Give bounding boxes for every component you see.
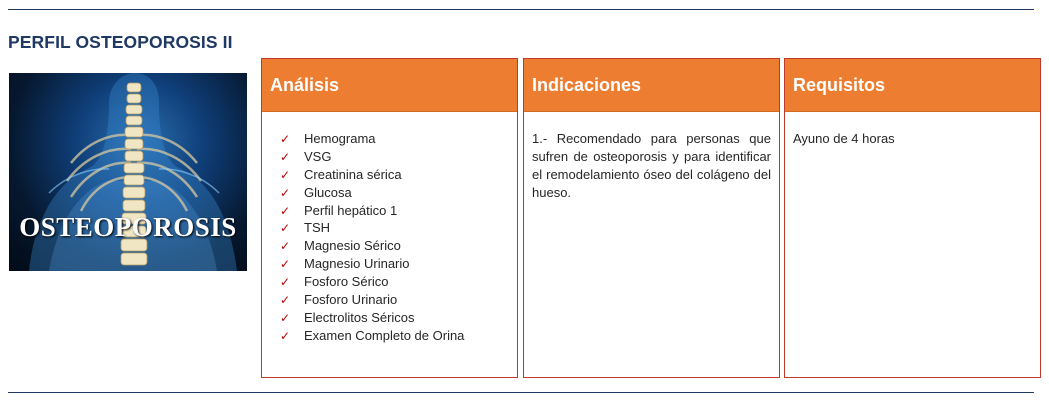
- list-item: ✓ Glucosa: [280, 184, 509, 202]
- check-icon: ✓: [280, 239, 291, 254]
- list-item: ✓ VSG: [280, 148, 509, 166]
- check-icon: ✓: [280, 132, 291, 146]
- check-icon: ✓: [280, 167, 291, 182]
- check-icon: ✓: [280, 185, 291, 200]
- check-icon: ✓: [280, 328, 291, 343]
- check-icon: ✓: [280, 257, 291, 272]
- requisitos-header: Requisitos: [785, 59, 1040, 112]
- check-icon: ✓: [280, 221, 291, 236]
- list-item: ✓ Creatinina sérica: [280, 166, 509, 184]
- check-icon: ✓: [280, 293, 291, 308]
- requisitos-text: Ayuno de 4 horas: [793, 131, 895, 146]
- analisis-column: [261, 58, 518, 378]
- bottom-divider: [8, 392, 1034, 393]
- check-icon: ✓: [280, 149, 291, 164]
- requisitos-column: [784, 58, 1041, 378]
- list-item: ✓ Fosforo Sérico: [280, 273, 509, 291]
- list-item: ✓ Magnesio Sérico: [280, 237, 509, 255]
- top-divider: [8, 9, 1034, 10]
- list-item: ✓ Electrolitos Séricos: [280, 309, 509, 327]
- list-item: ✓ Perfil hepático 1: [280, 202, 509, 220]
- analisis-list: [270, 130, 509, 345]
- indicaciones-column: [523, 58, 780, 378]
- indicaciones-text: 1.- Recomendado para personas que sufren de osteoporosis y para identificar el remodelamiento óseo del colágeno del hueso.: [532, 131, 771, 200]
- indicaciones-header: Indicaciones: [524, 59, 779, 112]
- check-icon: ✓: [280, 275, 291, 290]
- list-item: ✓ Magnesio Urinario: [280, 255, 509, 273]
- check-icon: ✓: [280, 203, 291, 218]
- check-icon: ✓: [280, 310, 291, 325]
- list-item: ✓ Examen Completo de Orina: [280, 327, 509, 345]
- list-item: ✓ TSH: [280, 219, 509, 237]
- page-title: PERFIL OSTEOPOROSIS II: [8, 32, 233, 52]
- list-item: ✓ Fosforo Urinario: [280, 291, 509, 309]
- osteoporosis-image: [9, 73, 247, 271]
- list-item: ✓ Hemograma: [280, 130, 509, 148]
- analisis-header: Análisis: [262, 59, 517, 112]
- image-caption: OSTEOPOROSIS: [19, 212, 237, 242]
